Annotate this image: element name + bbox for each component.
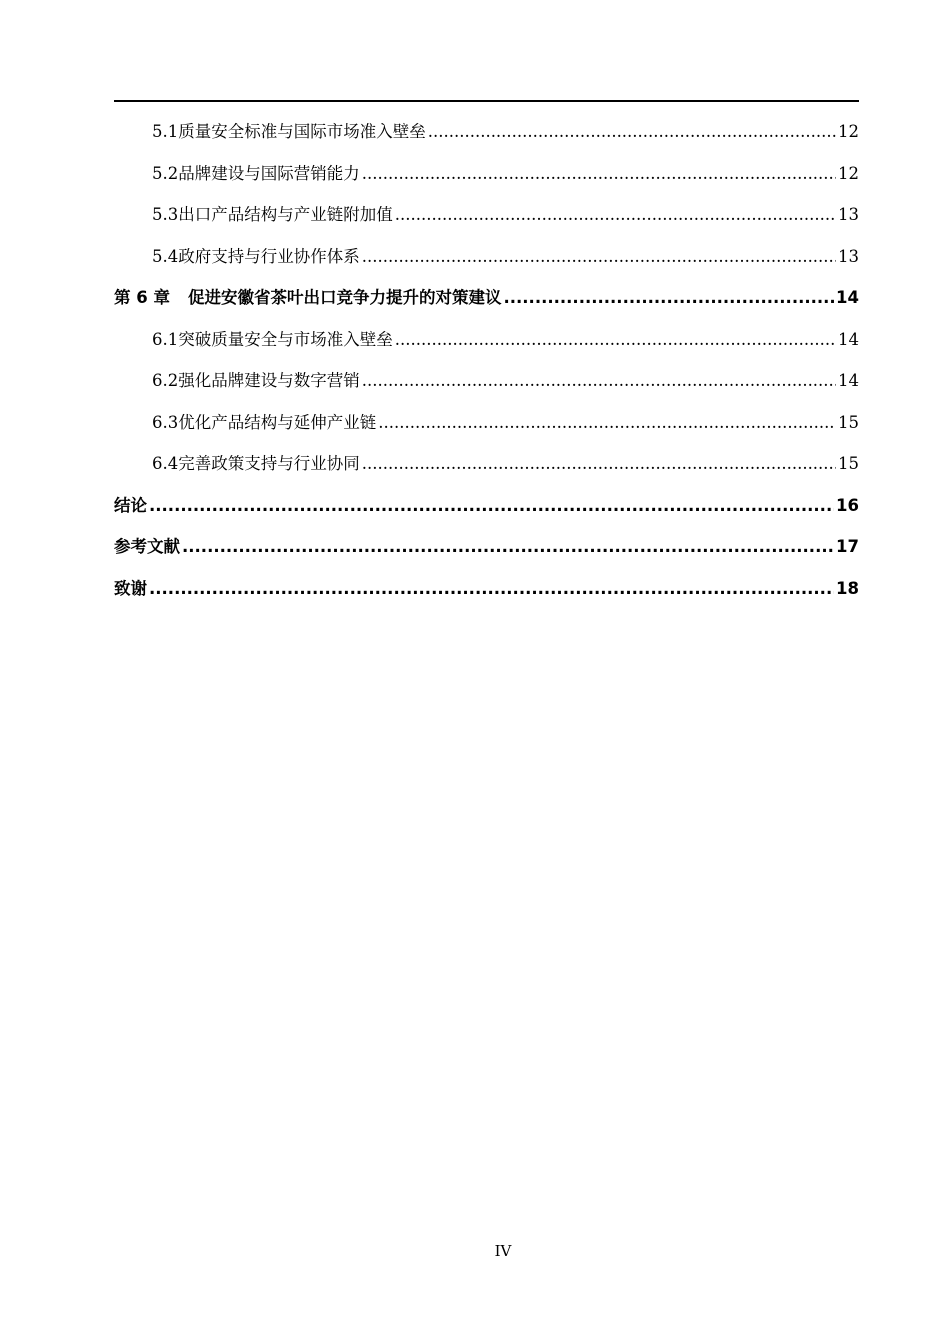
toc-entry-title: 促进安徽省茶叶出口竞争力提升的对策建议 — [187, 288, 502, 307]
toc-leader-dots — [362, 360, 836, 402]
toc-entry-title: 完善政策支持与行业协同 — [178, 454, 360, 473]
toc-entry-number: 第 6 章 — [114, 288, 170, 307]
toc-entry-6-1[interactable] — [114, 319, 859, 361]
toc-entry-number: 5.2 — [152, 163, 179, 183]
toc-entry-5-2[interactable] — [114, 153, 859, 195]
toc-entry-number: 5.3 — [152, 205, 179, 224]
toc-leader-dots — [395, 319, 836, 361]
toc-entry-number: 6.4 — [152, 454, 179, 473]
toc-entry-title: 强化品牌建设与数字营销 — [178, 371, 360, 390]
table-of-contents — [114, 111, 859, 609]
toc-entry-title: 结论 — [114, 495, 147, 515]
toc-entry-page: 12 — [838, 122, 859, 141]
toc-leader-dots — [362, 443, 836, 485]
toc-entry-title: 质量安全标准与国际市场准入壁垒 — [178, 122, 426, 141]
toc-entry-page: 14 — [838, 371, 859, 390]
toc-entry-conclusion[interactable] — [114, 485, 859, 527]
toc-leader-dots — [362, 153, 836, 195]
toc-entry-title: 品牌建设与国际营销能力 — [178, 163, 360, 183]
toc-entry-page: 14 — [838, 329, 859, 349]
toc-entry-5-3[interactable] — [114, 194, 859, 236]
toc-leader-dots — [182, 526, 834, 568]
toc-entry-page: 16 — [836, 495, 859, 515]
toc-entry-acknowledgements[interactable] — [114, 568, 859, 610]
toc-entry-6-3[interactable] — [114, 402, 859, 444]
toc-entry-title: 致谢 — [114, 578, 147, 598]
toc-entry-5-4[interactable] — [114, 236, 859, 278]
toc-leader-dots — [149, 568, 834, 610]
toc-entry-number: 5.4 — [152, 246, 179, 266]
header-rule — [114, 100, 859, 102]
toc-entry-number: 6.2 — [152, 371, 179, 390]
toc-entry-6-4[interactable] — [114, 443, 859, 485]
toc-leader-dots — [378, 402, 836, 444]
toc-entry-title: 出口产品结构与产业链附加值 — [178, 205, 393, 224]
toc-leader-dots — [149, 485, 834, 527]
toc-entry-page: 15 — [838, 454, 859, 473]
toc-entry-6-2[interactable] — [114, 360, 859, 402]
toc-leader-dots — [362, 236, 836, 278]
toc-entry-page: 18 — [836, 578, 859, 598]
toc-entry-number: 6.3 — [152, 412, 179, 432]
toc-entry-title: 参考文献 — [114, 537, 180, 556]
toc-entry-chapter-6[interactable] — [114, 277, 859, 319]
toc-entry-title: 政府支持与行业协作体系 — [178, 246, 360, 266]
toc-entry-page: 15 — [838, 412, 859, 432]
toc-entry-title: 突破质量安全与市场准入壁垒 — [178, 329, 393, 349]
toc-entry-5-1[interactable] — [114, 111, 859, 153]
toc-entry-title: 优化产品结构与延伸产业链 — [178, 412, 377, 432]
toc-leader-dots — [428, 111, 836, 153]
page-number-footer: IV — [494, 1242, 512, 1260]
toc-entry-references[interactable] — [114, 526, 859, 568]
toc-entry-number: 6.1 — [152, 329, 179, 349]
toc-entry-page: 13 — [838, 246, 859, 266]
toc-entry-page: 13 — [838, 205, 859, 224]
toc-entry-number: 5.1 — [152, 122, 179, 141]
toc-entry-page: 14 — [836, 288, 859, 307]
toc-leader-dots — [503, 277, 834, 319]
toc-entry-page: 17 — [836, 537, 859, 556]
toc-leader-dots — [395, 194, 836, 236]
toc-entry-page: 12 — [838, 163, 859, 183]
